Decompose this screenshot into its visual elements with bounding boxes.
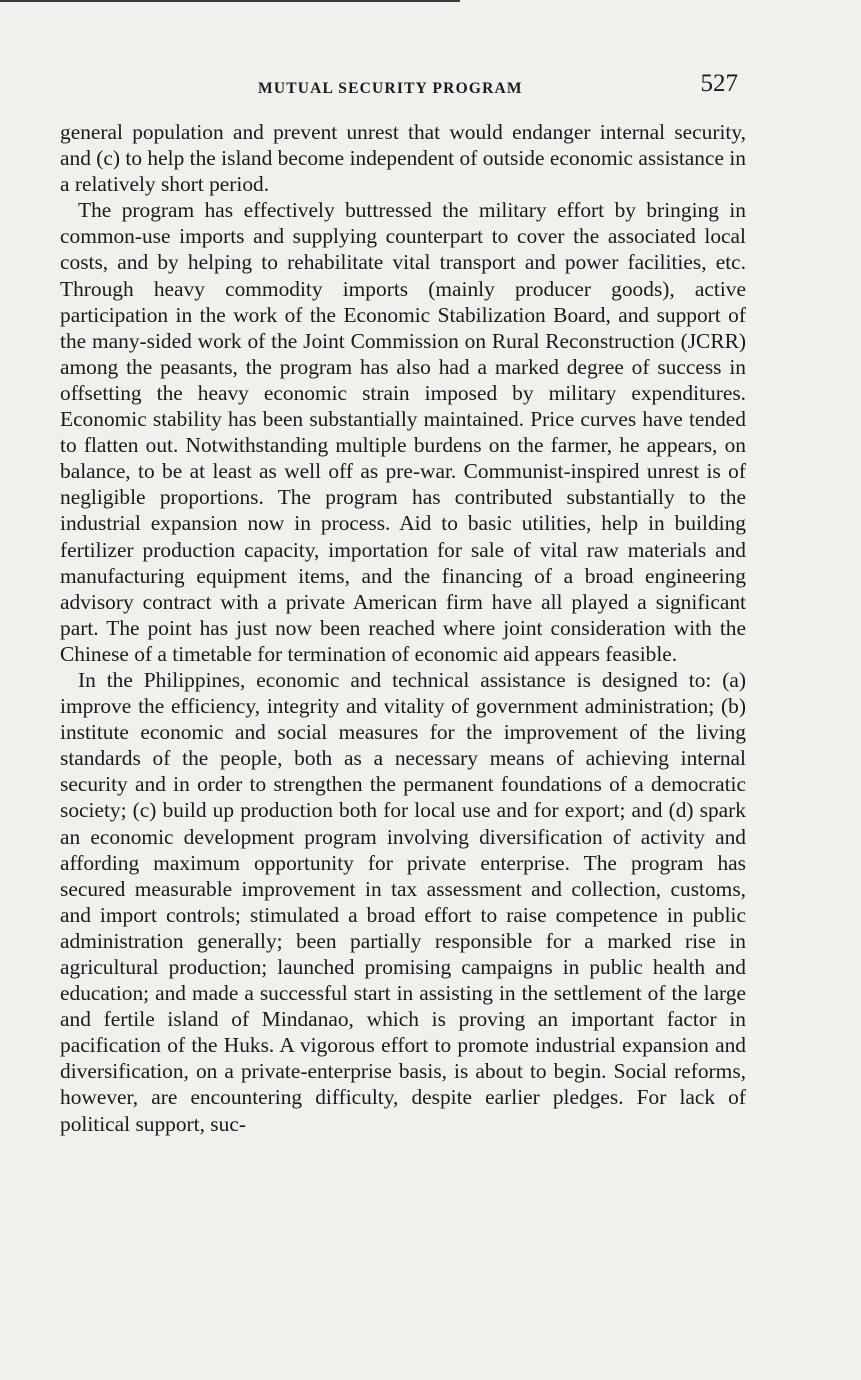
body-text [60,119,746,1137]
paragraph-formosa-results: The program has effectively buttressed the military effort by bringing in common-use imports and supplying counterpart to cover the associated local costs, and by helping to rehabilitate vital transport and power facilities, etc. Through heavy commodity imports (mainly producer goods), active participation in the work of the Economic Stabilization Board, and support of the many-sided work of the Joint Commission on Rural Reconstruction (JCRR) among the peasants, the program has also had a marked degree of success in offsetting the heavy economic strain imposed by military expenditures. Economic stability has been substantially maintained. Price curves have tended to flatten out. Notwithstanding multiple burdens on the farmer, he appears, on balance, to be at least as well off as pre-war. Communist-inspired unrest is of negligible proportions. The program has contributed substantially to the industrial expansion now in process. Aid to basic utilities, help in building fertilizer production capacity, importation for sale of vital raw materials and manufacturing equipment items, and the financing of a broad engineering advisory contract with a private American firm have all played a significant part. The point has just now been reached where joint consideration with the Chinese of a timetable for termination of economic aid appears feasible. [60,198,746,666]
page-number: 527 [700,70,738,97]
top-edge-rule [0,0,460,2]
paragraph-continued: general population and prevent unrest that would endanger internal security, and (c) to help the island become independent of outside economic assistance in a relatively short period. [60,120,746,197]
page-header [60,70,742,110]
paragraph-philippines: In the Philippines, economic and technical assistance is designed to: (a) improve the efficiency, integrity and vitality of government administration; (b) institute economic and social measures for the improvement of the living standards of the people, both as a necessary means of achieving internal security and in order to strengthen the permanent foundations of a democratic society; (c) build up production both for local use and for export; and (d) spark an economic development program involving diversification of activity and affording maximum opportunity for private enterprise. The program has secured measurable improvement in tax assessment and collection, customs, and import controls; stimulated a broad effort to raise competence in public administration generally; been partially responsible for a marked rise in agricultural production; launched promising campaigns in public health and education; and made a successful start in assisting in the settlement of the large and fertile island of Mindanao, which is proving an important factor in pacification of the Huks. A vigorous effort to promote industrial expansion and diversification, on a private-enterprise basis, is about to begin. Social reforms, however, are encountering difficulty, despite earlier pledges. For lack of political support, suc- [60,667,746,1136]
running-title: MUTUAL SECURITY PROGRAM [258,80,523,97]
